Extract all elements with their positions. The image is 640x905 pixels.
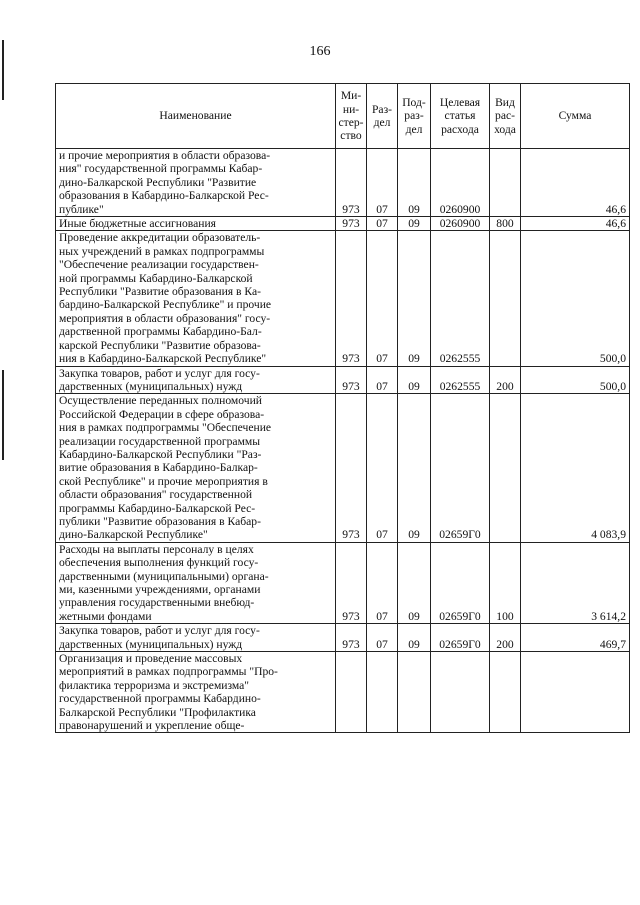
header-target-text: Целевая статья расхода bbox=[439, 95, 481, 136]
row-ministry: 973 bbox=[336, 231, 367, 366]
table-header-row bbox=[56, 84, 630, 149]
row-sum bbox=[521, 652, 630, 733]
row-subsection bbox=[398, 652, 431, 733]
table-row bbox=[56, 394, 630, 542]
row-type: 200 bbox=[490, 366, 521, 394]
row-target: 02659Г0 bbox=[431, 542, 490, 623]
row-name: Проведение аккредитации образователь- ных учреждений в рамках подпрограммы "Обеспечение реализации государствен- ной программы Кабардино-Балкарской Республики "Развитие образования в Ка- бардино-Балкарской Республике" и прочие мероприятия в области образования" госу- дарственной программы Кабардино-Бал- карской Республики "Развитие образова- ния в Кабардино-Балкарской Республике" bbox=[56, 231, 336, 366]
table-row bbox=[56, 149, 630, 217]
row-type: 200 bbox=[490, 624, 521, 652]
header-type-text: Вид рас- хода bbox=[494, 95, 516, 136]
header-subsection-text: Под- раз- дел bbox=[402, 95, 426, 136]
row-subsection: 09 bbox=[398, 149, 431, 217]
row-section: 07 bbox=[367, 231, 398, 366]
budget-table bbox=[55, 83, 630, 733]
row-name: Иные бюджетные ассигнования bbox=[56, 217, 336, 231]
row-subsection: 09 bbox=[398, 394, 431, 542]
row-ministry: 973 bbox=[336, 542, 367, 623]
row-subsection: 09 bbox=[398, 217, 431, 231]
row-type: 800 bbox=[490, 217, 521, 231]
row-type bbox=[490, 149, 521, 217]
table-row bbox=[56, 217, 630, 231]
row-type: 100 bbox=[490, 542, 521, 623]
table-row bbox=[56, 542, 630, 623]
row-subsection: 09 bbox=[398, 542, 431, 623]
row-sum: 46,6 bbox=[521, 149, 630, 217]
table-row bbox=[56, 652, 630, 733]
header-sum-text: Сумма bbox=[558, 109, 592, 123]
row-sum: 4 083,9 bbox=[521, 394, 630, 542]
row-section: 07 bbox=[367, 624, 398, 652]
row-target: 02659Г0 bbox=[431, 624, 490, 652]
table-row bbox=[56, 624, 630, 652]
row-ministry bbox=[336, 652, 367, 733]
header-target bbox=[431, 84, 490, 149]
scan-edge-mark bbox=[2, 370, 4, 460]
row-name: и прочие мероприятия в области образова- ния" государственной программы Кабар- дино-Балкарской Республики "Развитие образования в Кабардино-Балкарской Рес- публике" bbox=[56, 149, 336, 217]
row-target: 0262555 bbox=[431, 231, 490, 366]
row-sum: 469,7 bbox=[521, 624, 630, 652]
row-ministry: 973 bbox=[336, 149, 367, 217]
table-row bbox=[56, 231, 630, 366]
row-type bbox=[490, 394, 521, 542]
row-ministry: 973 bbox=[336, 366, 367, 394]
row-target: 0260900 bbox=[431, 217, 490, 231]
row-target: 0262555 bbox=[431, 366, 490, 394]
row-sum: 500,0 bbox=[521, 231, 630, 366]
header-name-text: Наименование bbox=[159, 109, 232, 123]
row-name: Расходы на выплаты персоналу в целях обеспечения выполнения функций госу- дарственными (муниципальными) органа- ми, казенными учреждениями, органами управления государственными внебюд- жетными фондами bbox=[56, 542, 336, 623]
header-subsection bbox=[398, 84, 431, 149]
row-target: 0260900 bbox=[431, 149, 490, 217]
row-section bbox=[367, 652, 398, 733]
row-sum: 46,6 bbox=[521, 217, 630, 231]
row-name: Закупка товаров, работ и услуг для госу- дарственных (муниципальных) нужд bbox=[56, 624, 336, 652]
row-type bbox=[490, 652, 521, 733]
row-target bbox=[431, 652, 490, 733]
row-type bbox=[490, 231, 521, 366]
row-name: Осуществление переданных полномочий Российской Федерации в сфере образова- ния в рамках подпрограммы "Обеспечение реализации государственной программы Кабардино-Балкарской Республики "Раз- витие образования в Кабардино-Балкар- ской Республике" и прочие мероприятия в области образования" государственной программы Кабардино-Балкарской Рес- публики "Развитие образования в Кабар- дино-Балкарской Республике" bbox=[56, 394, 336, 542]
table-row bbox=[56, 366, 630, 394]
header-ministry-text: Ми- ни- стер- ство bbox=[338, 89, 364, 143]
header-section-text: Раз- дел bbox=[371, 102, 393, 129]
row-name: Закупка товаров, работ и услуг для госу- дарственных (муниципальных) нужд bbox=[56, 366, 336, 394]
header-name bbox=[56, 84, 336, 149]
page-number: 166 bbox=[309, 44, 331, 59]
row-target: 02659Г0 bbox=[431, 394, 490, 542]
row-sum: 500,0 bbox=[521, 366, 630, 394]
row-section: 07 bbox=[367, 366, 398, 394]
row-subsection: 09 bbox=[398, 624, 431, 652]
row-ministry: 973 bbox=[336, 394, 367, 542]
header-type bbox=[490, 84, 521, 149]
row-subsection: 09 bbox=[398, 231, 431, 366]
row-name: Организация и проведение массовых мероприятий в рамках подпрограммы "Про- филактика терроризма и экстремизма" государственной программы Кабардино- Балкарской Республики "Профилактика правонарушений и укрепление обще- bbox=[56, 652, 336, 733]
row-ministry: 973 bbox=[336, 217, 367, 231]
row-section: 07 bbox=[367, 394, 398, 542]
row-section: 07 bbox=[367, 217, 398, 231]
header-section bbox=[367, 84, 398, 149]
row-ministry: 973 bbox=[336, 624, 367, 652]
header-sum bbox=[521, 84, 630, 149]
row-sum: 3 614,2 bbox=[521, 542, 630, 623]
row-section: 07 bbox=[367, 149, 398, 217]
header-ministry bbox=[336, 84, 367, 149]
row-subsection: 09 bbox=[398, 366, 431, 394]
row-section: 07 bbox=[367, 542, 398, 623]
